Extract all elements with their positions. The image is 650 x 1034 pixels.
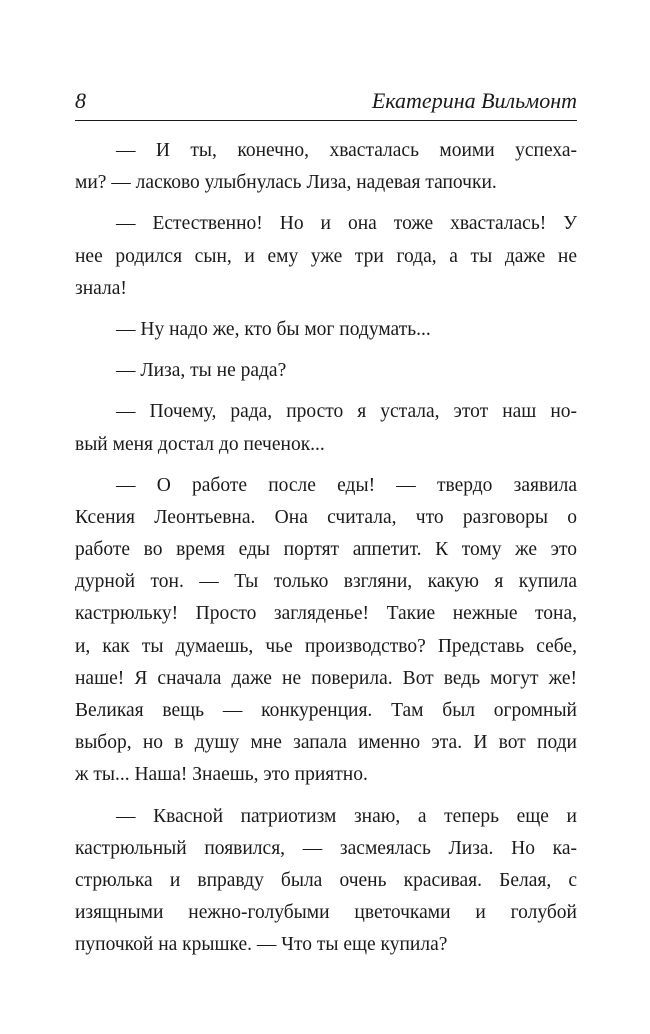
text-line: стрюлька и вправду была очень красивая. Белая, с	[75, 869, 577, 891]
paragraph	[75, 396, 577, 460]
text-line: знала!	[75, 277, 127, 299]
paragraph	[75, 801, 577, 962]
text-line: наше! Я сначала даже не поверила. Вот ведь могут же!	[75, 667, 577, 689]
text-line: работе во время еды портят аппетит. К тому же это	[75, 539, 577, 561]
text-line: ж ты... Наша! Знаешь, это приятно.	[75, 764, 368, 786]
text-line: ми? — ласково улыбнулась Лиза, надевая тапочки.	[75, 172, 497, 194]
text-line: нее родился сын, и ему уже три года, а ты даже не	[75, 245, 577, 267]
text-line: кастрюльку! Просто загляденье! Такие нежные тона,	[75, 603, 577, 625]
text-line: Ксения Леонтьевна. Она считала, что разговоры о	[75, 506, 577, 528]
text-line: пупочкой на крышке. — Что ты еще купила?	[75, 934, 448, 956]
paragraph	[75, 470, 577, 792]
page-number: 8	[75, 88, 86, 113]
text-line: — И ты, конечно, хвасталась моими успеха-	[116, 140, 577, 161]
running-header	[75, 88, 577, 121]
text-line: изящными нежно-голубыми цветочками и голубой	[75, 902, 577, 924]
text-line: и, как ты думаешь, чье производство? Представь себе,	[75, 635, 577, 657]
text-line: — О работе после еды! — твердо заявила	[116, 474, 577, 496]
body-text	[75, 135, 577, 962]
text-line: Великая вещь — конкуренция. Там был огромный	[75, 700, 577, 721]
paragraph	[75, 314, 577, 346]
text-line: кастрюльный появился, — засмеялась Лиза. Но ка-	[75, 837, 577, 859]
text-line: выбор, но в душу мне запала именно эта. И вот поди	[75, 732, 577, 754]
text-line: — Естественно! Но и она тоже хвасталась! У	[116, 213, 577, 235]
text-line: — Лиза, ты не рада?	[116, 360, 287, 382]
paragraph	[75, 135, 577, 199]
text-line: — Ну надо же, кто бы мог подумать...	[116, 318, 431, 340]
text-line: — Квасной патриотизм знаю, а теперь еще и	[116, 805, 577, 827]
paragraph	[75, 208, 577, 305]
paragraph	[75, 355, 577, 387]
text-line: вый меня достал до печенок...	[75, 433, 325, 455]
text-line: — Почему, рада, просто я устала, этот наш но-	[116, 401, 577, 423]
book-page	[75, 88, 577, 962]
text-line: дурной тон. — Ты только взгляни, какую я купила	[75, 571, 577, 593]
author-name: Екатерина Вильмонт	[371, 88, 577, 113]
